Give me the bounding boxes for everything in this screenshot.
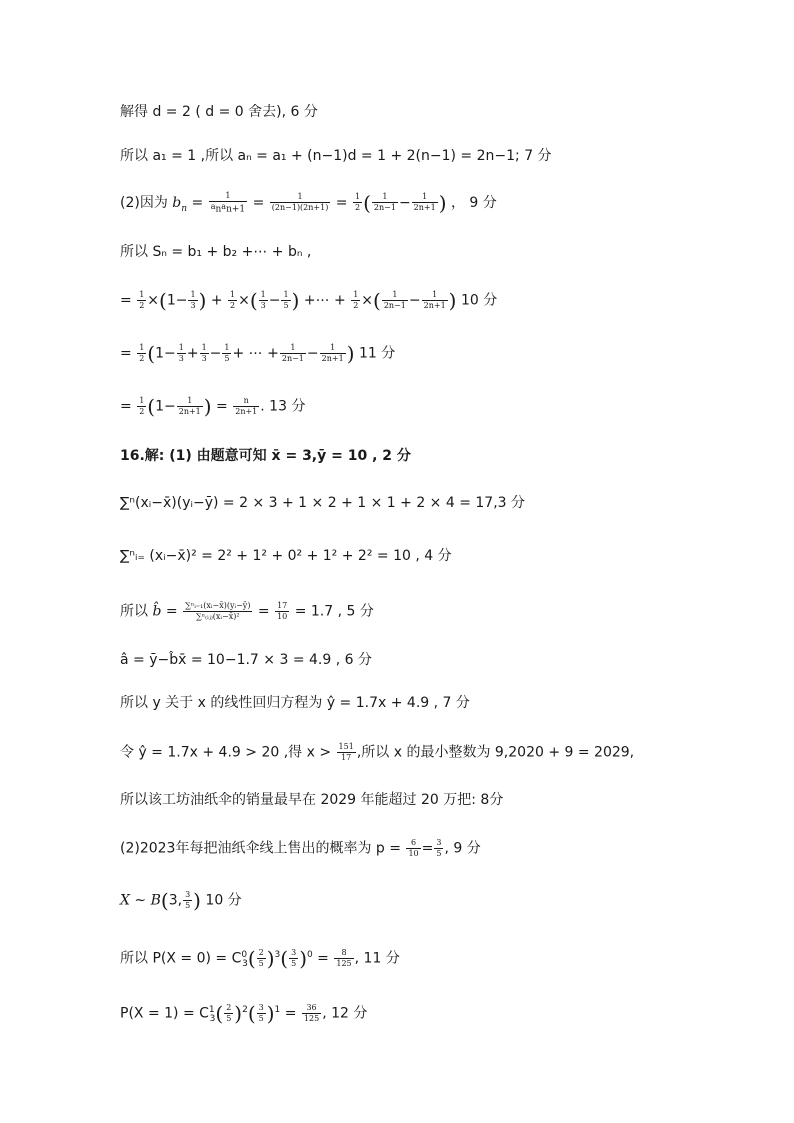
line-7-score: . 13 分: [260, 398, 306, 415]
line-10-text: ∑ⁿᵢ₌ (xᵢ−x̄)² = 2² + 1² + 0² + 1² + 2² = 10 , 4 分: [120, 548, 452, 564]
fraction: $\frac{1}{(2n-1)(2n+1)}$: [271, 192, 329, 213]
text-line-1: [120, 102, 754, 122]
text-line-16: (2)2023年每把油纸伞线上售出的概率为 p = $\frac{6}{10}$ = $\frac{3}{5}$ , 9 分: [120, 838, 481, 858]
text-line-19: $P(X = 1) = C^1_3$( $\frac{2}{5}$ )$^2$( $\frac{3}{5}$ )$^1$ = $\frac{36}{125}$ , 12 分: [120, 1001, 368, 1026]
text-line-6: = $\frac{1}{2}$ (1− $\frac{1}{3}$ + $\frac{1}{3}$ − $\frac{1}{5}$ + ⋯ + $\frac{1}{2n-1}$ − $\frac{1}{2n+1}$ ) 11 分: [120, 341, 396, 366]
line-14-part-a: 令 ŷ = 1.7x + 4.9 > 20 ,得 x >: [120, 744, 332, 761]
text-line-15: [120, 790, 754, 810]
line-19-part-a: P(X = 1) = C: [120, 1005, 209, 1022]
line-9-text: ∑ⁿ(xᵢ−x̄)(yᵢ−ȳ) = 2 × 3 + 1 × 2 + 1 × 1 + 2 × 4 = 17,3 分: [120, 495, 526, 511]
line-11-prefix: 所以: [120, 603, 148, 620]
text-line-12: [120, 650, 754, 670]
text-line-9: [120, 493, 754, 513]
line-19-part-b: , 12 分: [322, 1005, 368, 1022]
text-line-14: 令 ŷ = 1.7x + 4.9 > 20 ,得 x > $\frac{151}{17}$ ,所以 x 的最小整数为 9,2020 + 9 = 2029,: [120, 742, 635, 762]
line-14-part-b: ,所以 x 的最小整数为 9,2020 + 9 = 2029,: [356, 744, 635, 761]
line-6-score: 11 分: [358, 345, 396, 362]
line-11-score: = 1.7 , 5 分: [294, 603, 374, 620]
line-3-prefix: (2)因为: [120, 194, 168, 211]
line-1-text: 解得 d = 2 ( d = 0 舍去), 6 分: [120, 104, 318, 120]
text-line-3: (2)因为 $b_n$ = $\frac{1}{a_na_{n+1}}$ = $\frac{1}{(2n-1)(2n+1)}$ = $\frac{1}{2}$ ( $\frac{1}{2n-1}$ − $\frac{1}{2n+1}$ ) ， 9 分: [120, 190, 497, 215]
line-17-part-a: X ∼ B: [120, 892, 161, 909]
line-16-part-a: (2)2023年每把油纸伞线上售出的概率为 p =: [120, 840, 401, 857]
fraction: $\frac{1}{a_na_{n+1}}$: [210, 191, 246, 215]
line-8-text: 16.解: (1) 由题意可知 x̄ = 3,ȳ = 10 , 2 分: [120, 448, 411, 464]
line-12-text: â = ȳ−b̂x̄ = 10−1.7 × 3 = 4.9 , 6 分: [120, 652, 372, 668]
text-line-18: 所以 $P(X = 0) = C^0_3$( $\frac{2}{5}$ )$^3$( $\frac{3}{5}$ )$^0$ = $\frac{8}{125}$ , 11 分: [120, 946, 400, 971]
text-line-7: = $\frac{1}{2}$ (1− $\frac{1}{2n+1}$ ) = $\frac{n}{2n+1}$ . 13 分: [120, 394, 306, 419]
line-15-text: 所以该工坊油纸伞的销量最早在 2029 年能超过 20 万把: 8分: [120, 792, 504, 808]
line-18-part-b: , 11 分: [354, 950, 400, 967]
fraction: $\frac{1}{2}$: [354, 192, 361, 213]
line-18-part-a: 所以 P(X = 0) = C: [120, 950, 242, 967]
line-13-text: 所以 y 关于 x 的线性回归方程为 ŷ = 1.7x + 4.9 , 7 分: [120, 695, 470, 711]
line-16-part-b: , 9 分: [444, 840, 481, 857]
text-line-10: [120, 546, 754, 566]
line-4-text: 所以 Sₙ = b₁ + b₂ +⋯ + bₙ ,: [120, 244, 312, 260]
text-line-4: [120, 242, 754, 262]
text-line-13: [120, 693, 754, 713]
text-line-8: [120, 446, 754, 466]
line-2-text: 所以 a₁ = 1 ,所以 aₙ = a₁ + (n−1)d = 1 + 2(n−1) = 2n−1; 7 分: [120, 148, 552, 164]
text-line-11: 所以 b̂ = $\frac{\text{∑ⁿᵢ₌₁(xᵢ−x̄)(yᵢ−ȳ)}}{\text{∑ⁿ₍ᵢⱼ₎(xᵢ−x̄)²}}$ = $\frac{17}{10}$ = 1.7 , 5 分: [120, 601, 374, 621]
text-line-2: [120, 146, 754, 166]
text-line-17: X ∼ B(3, $\frac{3}{5}$ ) 10 分: [120, 888, 242, 913]
line-17-part-b: 10 分: [205, 892, 242, 909]
line-3-score: ， 9 分: [450, 194, 497, 211]
text-line-5: = $\frac{1}{2}$ ×(1− $\frac{1}{3}$ ) + $\frac{1}{2}$ ×( $\frac{1}{3}$ − $\frac{1}{5}$ ) +⋯ + $\frac{1}{2}$ ×( $\frac{1}{2n-1}$ − $\frac{1}{2n+1}$ ) 10 分: [120, 288, 498, 313]
line-5-score: 10 分: [460, 292, 498, 309]
